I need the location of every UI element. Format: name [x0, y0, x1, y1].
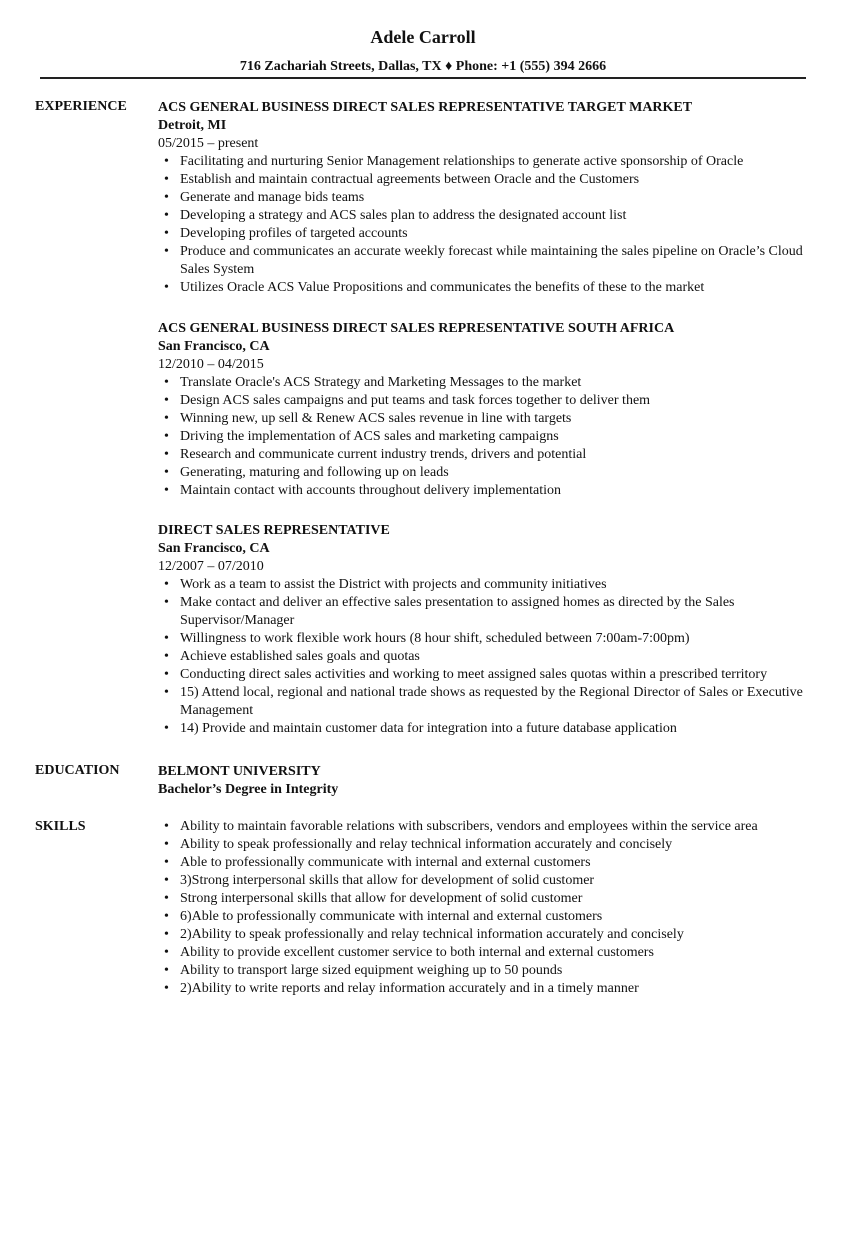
- list-item: • Produce and communicates an accurate weekly forecast while maintaining the sales pipeline on Oracle’s Cloud Sales System: [180, 243, 808, 279]
- list-item: • Establish and maintain contractual agreements between Oracle and the Customers: [180, 171, 808, 189]
- job-dates: 12/2007 – 07/2010: [158, 559, 264, 574]
- list-item: • Generate and manage bids teams: [180, 189, 808, 207]
- experience-heading: EXPERIENCE: [35, 99, 127, 114]
- list-item: • Ability to provide excellent customer service to both internal and external customers: [180, 944, 808, 962]
- list-item: • Utilizes Oracle ACS Value Propositions and communicates the benefits of these to the market: [180, 279, 808, 297]
- job-dates: 05/2015 – present: [158, 136, 259, 151]
- list-item: • 15) Attend local, regional and national trade shows as requested by the Regional Director of Sales or Executive Management: [180, 684, 808, 720]
- degree: Bachelor’s Degree in Integrity: [158, 782, 339, 797]
- list-item: • Design ACS sales campaigns and put teams and task forces together to deliver them: [180, 392, 808, 410]
- list-item: • Facilitating and nurturing Senior Management relationships to generate active sponsorship of Oracle: [180, 153, 808, 171]
- list-item: • Make contact and deliver an effective sales presentation to assigned homes as directed by the Sales Supervisor/Manager: [180, 594, 808, 630]
- list-item: • Winning new, up sell & Renew ACS sales revenue in line with targets: [180, 410, 808, 428]
- list-item: • 14) Provide and maintain customer data for integration into a future database application: [180, 720, 808, 738]
- job-title: DIRECT SALES REPRESENTATIVE: [158, 523, 390, 538]
- job-dates: 12/2010 – 04/2015: [158, 357, 264, 372]
- job-entry-3: [158, 522, 808, 738]
- job-bullets: [158, 153, 808, 297]
- job-location: San Francisco, CA: [158, 339, 270, 354]
- job-bullets: [158, 374, 808, 500]
- contact-line: 716 Zachariah Streets, Dallas, TX ♦ Phone: +1 (555) 394 2666: [239, 59, 607, 74]
- education-entry: [158, 763, 808, 799]
- list-item: • Able to professionally communicate with internal and external customers: [180, 854, 808, 872]
- job-entry-1: [158, 99, 808, 297]
- list-item: • Ability to transport large sized equipment weighing up to 50 pounds: [180, 962, 808, 980]
- list-item: • 6)Able to professionally communicate with internal and external customers: [180, 908, 808, 926]
- skills-heading: SKILLS: [35, 819, 86, 834]
- list-item: • Generating, maturing and following up on leads: [180, 464, 808, 482]
- job-entry-2: [158, 320, 808, 500]
- list-item: • 2)Ability to write reports and relay information accurately and in a timely manner: [180, 980, 808, 998]
- list-item: • Ability to maintain favorable relations with subscribers, vendors and employees within the service area: [180, 818, 808, 836]
- candidate-name: Adele Carroll: [370, 27, 476, 47]
- list-item: • Strong interpersonal skills that allow for development of solid customer: [180, 890, 808, 908]
- list-item: • Driving the implementation of ACS sales and marketing campaigns: [180, 428, 808, 446]
- school-name: BELMONT UNIVERSITY: [158, 764, 321, 779]
- job-location: San Francisco, CA: [158, 541, 270, 556]
- list-item: • Translate Oracle's ACS Strategy and Marketing Messages to the market: [180, 374, 808, 392]
- education-heading: EDUCATION: [35, 763, 120, 778]
- list-item: • 2)Ability to speak professionally and relay technical information accurately and concisely: [180, 926, 808, 944]
- header-divider: [40, 77, 806, 79]
- job-location: Detroit, MI: [158, 118, 227, 133]
- skills-list: [158, 818, 808, 998]
- list-item: • 3)Strong interpersonal skills that allow for development of solid customer: [180, 872, 808, 890]
- list-item: • Maintain contact with accounts throughout delivery implementation: [180, 482, 808, 500]
- list-item: • Research and communicate current industry trends, drivers and potential: [180, 446, 808, 464]
- job-title: ACS GENERAL BUSINESS DIRECT SALES REPRESENTATIVE TARGET MARKET: [158, 100, 693, 115]
- list-item: • Developing a strategy and ACS sales plan to address the designated account list: [180, 207, 808, 225]
- list-item: • Willingness to work flexible work hours (8 hour shift, scheduled between 7:00am-7:00pm): [180, 630, 808, 648]
- skills-list-container: [158, 818, 808, 998]
- list-item: • Conducting direct sales activities and working to meet assigned sales quotas within a prescribed territory: [180, 666, 808, 684]
- list-item: • Work as a team to assist the District with projects and community initiatives: [180, 576, 808, 594]
- list-item: • Achieve established sales goals and quotas: [180, 648, 808, 666]
- job-title: ACS GENERAL BUSINESS DIRECT SALES REPRESENTATIVE SOUTH AFRICA: [158, 321, 675, 336]
- list-item: • Ability to speak professionally and relay technical information accurately and concisely: [180, 836, 808, 854]
- list-item: • Developing profiles of targeted accounts: [180, 225, 808, 243]
- job-bullets: [158, 576, 808, 738]
